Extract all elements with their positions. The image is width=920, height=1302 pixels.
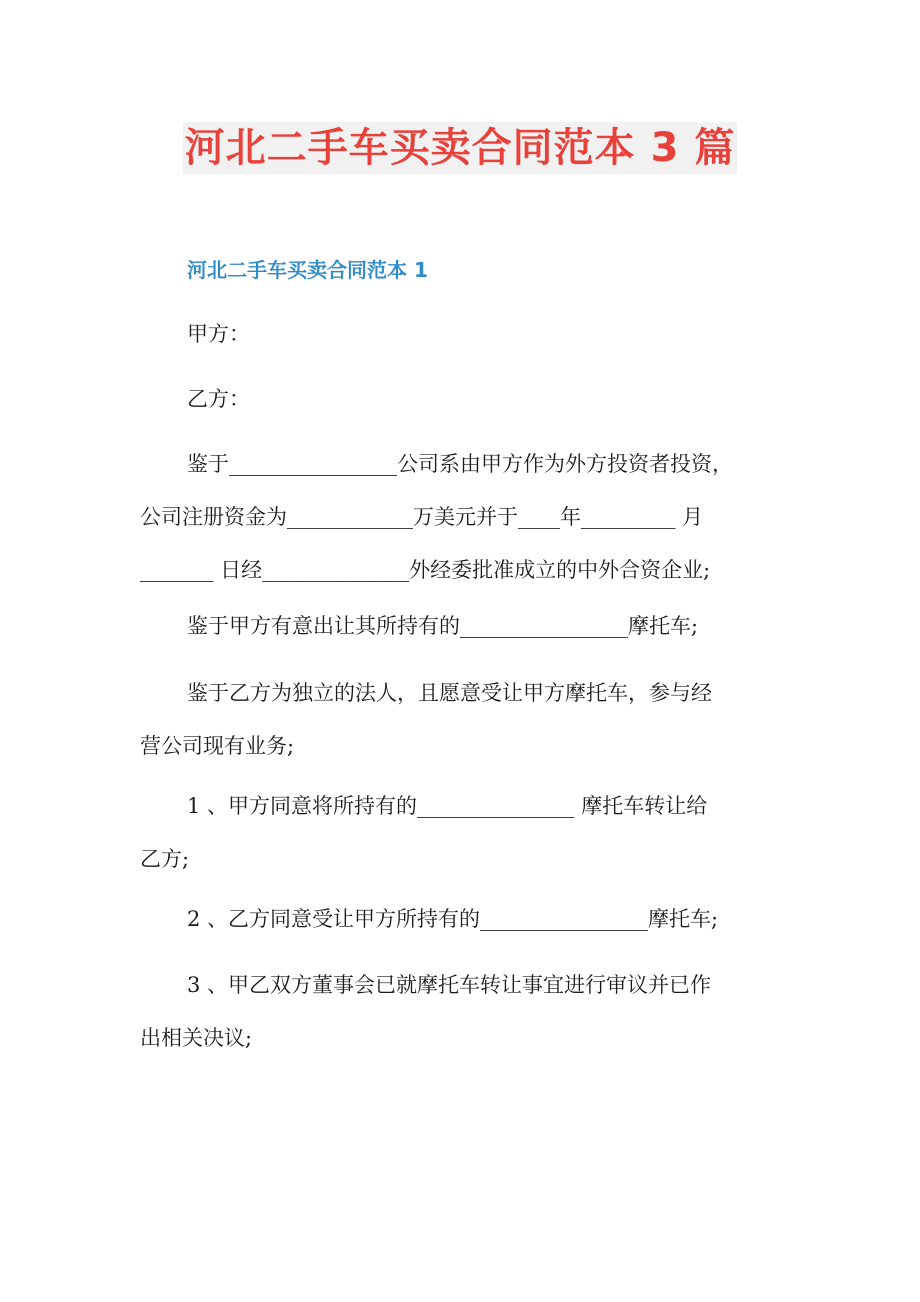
party-a-paragraph xyxy=(140,308,780,361)
paragraph-line: 营公司现有业务; xyxy=(140,734,295,758)
paragraph-line: 2 、乙方同意受让甲方所持有的________________摩托车; xyxy=(187,907,719,931)
clause-1-paragraph xyxy=(140,780,780,886)
paragraph-line: 3 、甲乙双方董事会已就摩托车转让事宜进行审议并已作 xyxy=(187,973,712,997)
paragraph-line: _______ 日经______________外经委批准成立的中外合资企业; xyxy=(140,558,711,582)
clause-2-paragraph xyxy=(140,893,780,946)
section-heading: 河北二手车买卖合同范本 1 xyxy=(187,258,428,282)
paragraph-line: 鉴于甲方有意出让其所持有的________________摩托车; xyxy=(187,614,699,638)
paragraph-line: 出相关决议; xyxy=(140,1026,253,1050)
title-container xyxy=(0,122,920,174)
clause-3-paragraph xyxy=(140,959,780,1065)
recital-party-b-paragraph xyxy=(140,667,780,773)
paragraph-line: 1 、甲方同意将所持有的_______________ 摩托车转让给 xyxy=(187,794,708,818)
paragraph-line: 公司注册资金为____________万美元并于____年_________ 月 xyxy=(140,505,704,529)
paragraph-line: 甲方： xyxy=(187,322,250,346)
recital-transfer-paragraph xyxy=(140,600,780,653)
paragraph-line: 鉴于________________公司系由甲方作为外方投资者投资， xyxy=(187,452,733,476)
recital-company-paragraph xyxy=(140,438,780,597)
paragraph-line: 乙方： xyxy=(187,387,250,411)
document-title: 河北二手车买卖合同范本 3 篇 xyxy=(183,122,738,174)
party-b-paragraph xyxy=(140,373,780,426)
paragraph-line: 鉴于乙方为独立的法人，且愿意受让甲方摩托车，参与经 xyxy=(187,681,712,705)
paragraph-line: 乙方; xyxy=(140,847,190,871)
